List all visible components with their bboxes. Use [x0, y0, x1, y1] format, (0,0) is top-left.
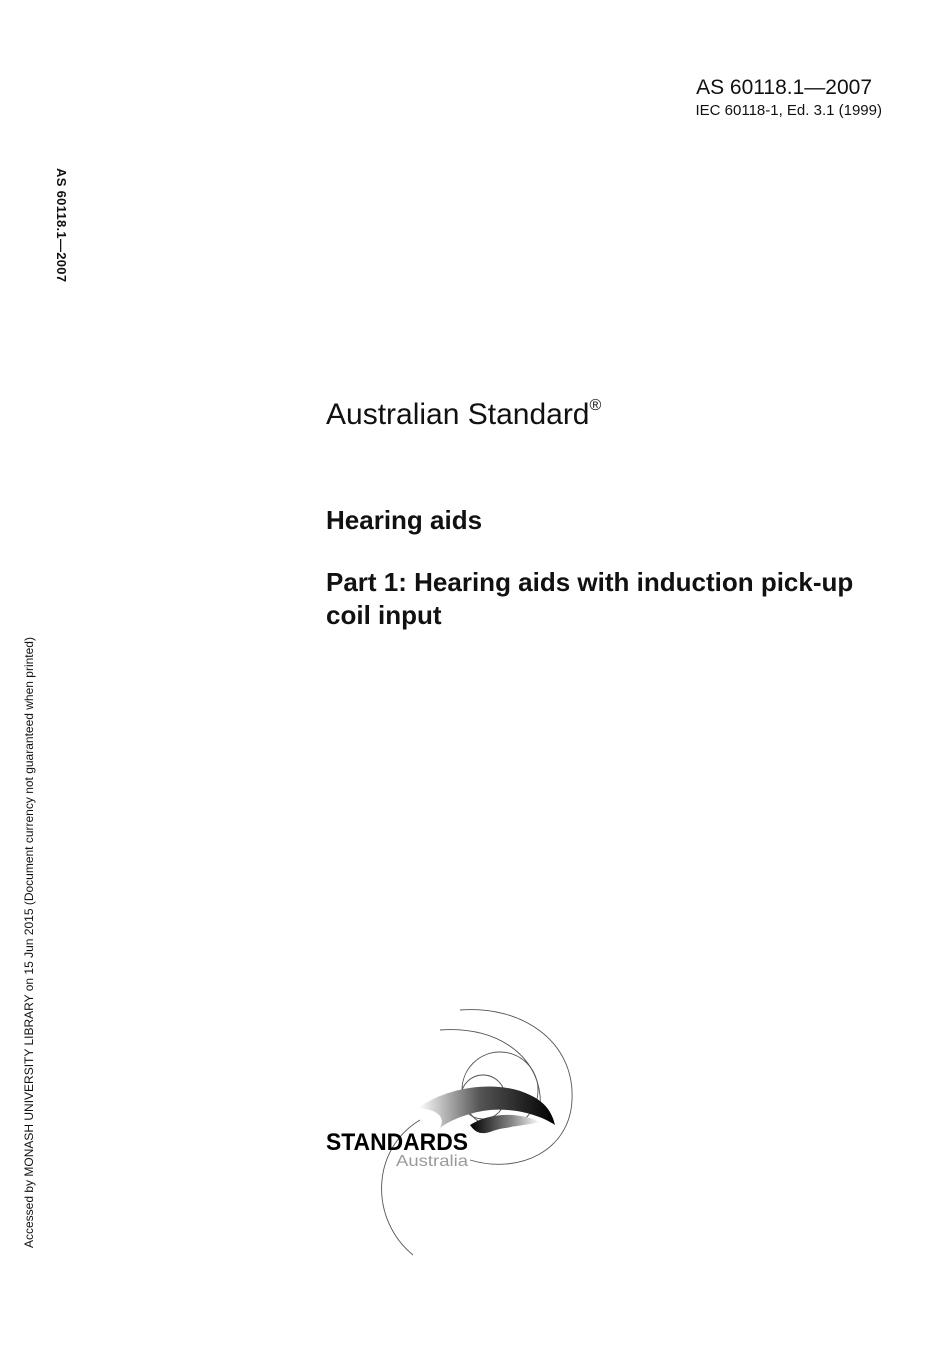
logo-swoosh — [418, 1086, 555, 1133]
standards-australia-logo — [320, 1000, 590, 1270]
registered-mark: ® — [589, 397, 602, 414]
access-note: Accessed by MONASH UNIVERSITY LIBRARY on 15 Jun 2015 (Document currency not guaranteed when printed) — [22, 637, 36, 1248]
document-subtitle: Part 1: Hearing aids with induction pick-up coil input — [326, 567, 854, 630]
document-type — [326, 398, 601, 432]
standard-number: AS 60118.1—2007 — [696, 76, 872, 99]
spine-label: AS 60118.1—2007 — [54, 168, 69, 283]
document-title: Hearing aids — [326, 505, 483, 535]
logo-wordmark-australia: Australia — [396, 1153, 469, 1170]
document-type-text: Australian Standard — [326, 398, 590, 431]
iec-reference: IEC 60118-1, Ed. 3.1 (1999) — [695, 102, 882, 119]
logo-wordmark-standards: STANDARDS — [326, 1129, 468, 1156]
